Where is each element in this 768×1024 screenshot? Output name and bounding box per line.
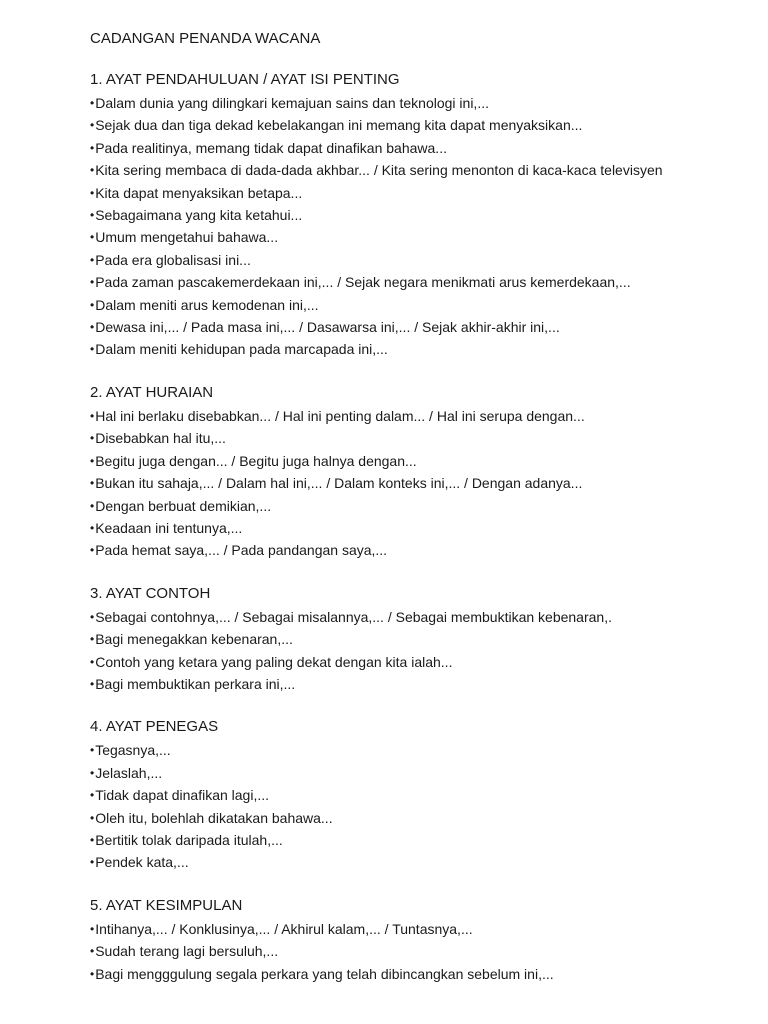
section-heading: 4. AYAT PENEGAS [90, 718, 219, 736]
sections-container [90, 70, 768, 985]
marker-list [90, 92, 768, 361]
list-item [90, 472, 690, 494]
list-item-text: Pada era globalisasi ini... [95, 251, 251, 268]
list-item [90, 182, 690, 204]
bullet-icon: • [90, 431, 95, 446]
list-item [90, 628, 690, 650]
list-item-text: Dengan berbuat demikian,... [95, 497, 272, 514]
bullet-icon: • [90, 788, 95, 803]
list-item [90, 338, 690, 360]
list-item [90, 495, 690, 517]
list-item [90, 739, 690, 761]
bullet-icon: • [90, 609, 95, 624]
list-item [90, 427, 690, 449]
list-item-text: Oleh itu, bolehlah dikatakan bahawa... [95, 809, 333, 826]
list-item [90, 517, 690, 539]
section-heading: 3. AYAT CONTOH [90, 584, 211, 602]
list-item [90, 450, 690, 472]
bullet-icon: • [90, 921, 95, 936]
list-item-text: Jelaslah,... [95, 764, 163, 781]
list-item [90, 271, 690, 293]
marker-list [90, 918, 768, 985]
bullet-icon: • [90, 944, 95, 959]
list-item-text: Bertitik tolak daripada itulah,... [95, 831, 283, 848]
list-item-text: Sudah terang lagi bersuluh,... [95, 943, 279, 960]
list-item-text: Tidak dapat dinafikan lagi,... [95, 787, 270, 804]
list-item [90, 539, 690, 561]
section-4 [90, 717, 768, 873]
list-item [90, 405, 690, 427]
list-item-text: Pada zaman pascakemerdekaan ini,... / Sejak negara menikmati arus kemerdekaan,... [95, 274, 631, 291]
list-item [90, 673, 690, 695]
list-item-text: Dewasa ini,... / Pada masa ini,... / Dasawarsa ini,... / Sejak akhir-akhir ini,... [95, 319, 560, 336]
section-1 [90, 70, 768, 361]
bullet-icon: • [90, 810, 95, 825]
list-item [90, 114, 690, 136]
marker-list [90, 405, 768, 562]
list-item-text: Pendek kata,... [95, 854, 189, 871]
bullet-icon: • [90, 163, 95, 178]
list-item [90, 294, 690, 316]
list-item [90, 606, 690, 628]
bullet-icon: • [90, 476, 95, 491]
list-item-text: Keadaan ini tentunya,... [95, 519, 243, 536]
list-item [90, 249, 690, 271]
bullet-icon: • [90, 140, 95, 155]
bullet-icon: • [90, 230, 95, 245]
bullet-icon: • [90, 320, 95, 335]
list-item-text: Tegasnya,... [95, 742, 171, 759]
list-item-text: Kita sering membaca di dada-dada akhbar... / Kita sering menonton di kaca-kaca televisyen [95, 162, 663, 179]
list-item-text: Kita dapat menyaksikan betapa... [95, 184, 303, 201]
list-item [90, 807, 690, 829]
bullet-icon: • [90, 252, 95, 267]
list-item [90, 159, 690, 181]
list-item [90, 226, 690, 248]
list-item [90, 940, 690, 962]
bullet-icon: • [90, 408, 95, 423]
bullet-icon: • [90, 118, 95, 133]
list-item-text: Umum mengetahui bahawa... [95, 229, 279, 246]
list-item-text: Dalam meniti kehidupan pada marcapada ini,... [95, 341, 388, 358]
list-item-text: Dalam dunia yang dilingkari kemajuan sains dan teknologi ini,... [95, 95, 489, 111]
list-item-text: Begitu juga dengan... / Begitu juga halnya dengan... [95, 452, 417, 469]
list-item [90, 829, 690, 851]
list-item [90, 316, 690, 338]
list-item [90, 651, 690, 673]
list-item-text: Sebagai contohnya,... / Sebagai misalannya,... / Sebagai membuktikan kebenaran,. [95, 608, 612, 625]
bullet-icon: • [90, 520, 95, 535]
list-item [90, 137, 690, 159]
bullet-icon: • [90, 832, 95, 847]
section-5 [90, 896, 768, 985]
list-item-text: Pada hemat saya,... / Pada pandangan saya,... [95, 542, 388, 559]
bullet-icon: • [90, 855, 95, 870]
bullet-icon: • [90, 185, 95, 200]
list-item-text: Intihanya,... / Konklusinya,... / Akhirul kalam,... / Tuntasnya,... [95, 920, 473, 937]
section-3 [90, 584, 768, 696]
list-item-text: Contoh yang ketara yang paling dekat dengan kita ialah... [95, 653, 453, 670]
marker-list [90, 606, 768, 696]
list-item-text: Sejak dua dan tiga dekad kebelakangan ini memang kita dapat menyaksikan... [95, 117, 583, 134]
section-heading: 1. AYAT PENDAHULUAN / AYAT ISI PENTING [90, 71, 400, 88]
bullet-icon: • [90, 654, 95, 669]
list-item-text: Bukan itu sahaja,... / Dalam hal ini,... / Dalam konteks ini,... / Dengan adanya... [95, 475, 583, 492]
section-2 [90, 383, 768, 562]
bullet-icon: • [90, 498, 95, 513]
list-item-text: Disebabkan hal itu,... [95, 430, 226, 447]
list-item [90, 851, 690, 873]
list-item [90, 762, 690, 784]
list-item-text: Bagi menegakkan kebenaran,... [95, 631, 293, 648]
list-item [90, 204, 690, 226]
list-item [90, 784, 690, 806]
section-heading: 2. AYAT HURAIAN [90, 383, 214, 401]
bullet-icon: • [90, 275, 95, 290]
marker-list [90, 739, 768, 873]
list-item-text: Dalam meniti arus kemodenan ini,... [95, 296, 319, 313]
bullet-icon: • [90, 297, 95, 312]
section-heading: 5. AYAT KESIMPULAN [90, 896, 243, 914]
bullet-icon: • [90, 453, 95, 468]
list-item-text: Pada realitinya, memang tidak dapat dinafikan bahawa... [95, 139, 447, 156]
bullet-icon: • [90, 676, 95, 691]
bullet-icon: • [90, 966, 95, 981]
bullet-icon: • [90, 342, 95, 357]
bullet-icon: • [90, 632, 95, 647]
document-title: CADANGAN PENANDA WACANA [90, 30, 321, 47]
bullet-icon: • [90, 543, 95, 558]
bullet-icon: • [90, 743, 95, 758]
bullet-icon: • [90, 96, 95, 110]
list-item-text: Bagi mengggulung segala perkara yang telah dibincangkan sebelum ini,... [95, 965, 554, 982]
list-item-text: Sebagaimana yang kita ketahui... [95, 207, 303, 224]
bullet-icon: • [90, 765, 95, 780]
list-item-text: Bagi membuktikan perkara ini,... [95, 675, 296, 692]
bullet-icon: • [90, 208, 95, 223]
list-item [90, 963, 690, 985]
list-item [90, 918, 690, 940]
list-item-text: Hal ini berlaku disebabkan... / Hal ini penting dalam... / Hal ini serupa dengan... [95, 407, 585, 424]
list-item [90, 92, 690, 114]
